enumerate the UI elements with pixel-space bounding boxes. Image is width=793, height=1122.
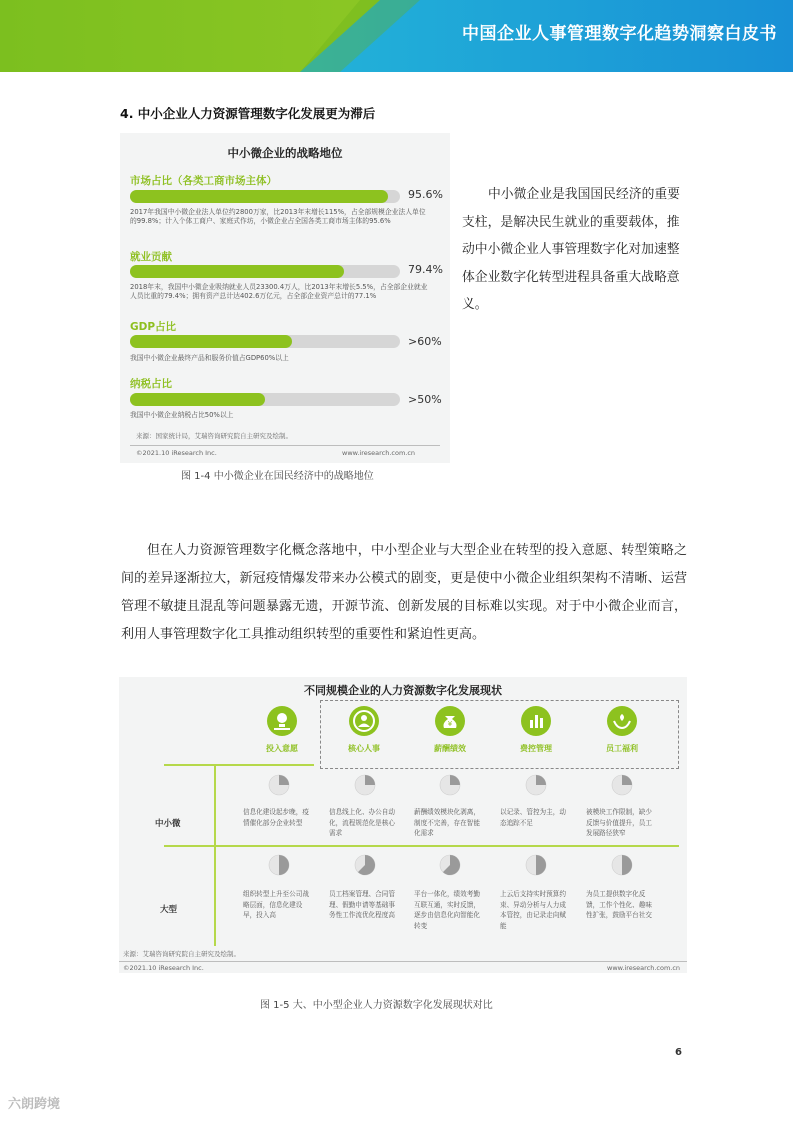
cell-small-expense: 以记录、管控为主，动态追踪不足 <box>500 808 566 827</box>
bar-fill <box>130 190 388 203</box>
category-label: 投入意愿 <box>266 744 298 753</box>
metric-description: 我国中小微企业纳税占比50%以上 <box>130 411 234 419</box>
metric-label: 市场占比（各类工商市场主体） <box>130 175 277 187</box>
copyright: ©2021.10 iResearch Inc. <box>136 449 217 457</box>
bulb-icon <box>267 706 297 736</box>
figure-source: 来源：艾瑞咨询研究院自主研究及绘制。 <box>123 950 240 958</box>
website: www.iresearch.com.cn <box>342 449 416 457</box>
pie-large-4 <box>611 854 633 876</box>
pie-large-3 <box>525 854 547 876</box>
figure-title: 不同规模企业的人力资源数字化发展现状 <box>304 684 502 697</box>
copyright: ©2021.10 iResearch Inc. <box>123 964 204 972</box>
figure-caption: 图 1-5 大、中小型企业人力资源数字化发展现状对比 <box>260 1000 493 1011</box>
money-bag-icon <box>435 706 465 736</box>
row-label-small: 中小微 <box>155 819 181 829</box>
header-banner <box>0 0 793 72</box>
pie-slice <box>279 855 289 875</box>
pie-slice <box>536 775 546 785</box>
metric-description: 我国中小微企业最终产品和服务价值占GDP60%以上 <box>130 354 289 362</box>
row-label-large: 大型 <box>160 905 178 915</box>
metric-label: GDP占比 <box>130 321 177 333</box>
pie-slice <box>622 855 632 875</box>
figure-title: 中小微企业的战略地位 <box>227 146 343 160</box>
cell-small-benefits: 被模块工作限制，缺少反馈与价值提升，员工发展路径狭窄 <box>586 808 652 837</box>
svg-text:¥: ¥ <box>447 720 453 728</box>
metric-description: 2017年我国中小微企业法人单位约2800万家，比2013年末增长115%，占全部规模企业法人单位的99.8%；计入个体工商户、家庭式作坊，小微企业占全国各类工商市场主体的95.6% <box>130 208 426 225</box>
section-title: 4. 中小企业人力资源管理数字化发展更为滞后 <box>120 106 376 121</box>
cell-small-compensation: 薪酬绩效模块化剥离，制度不完善，存在智能化需求 <box>414 808 480 837</box>
category-label: 核心人事 <box>348 744 380 753</box>
document-title: 中国企业人事管理数字化趋势洞察白皮书 <box>462 24 777 44</box>
bar-track <box>130 335 400 348</box>
cell-large-core-hr: 员工档案管理、合同管理、假勤申请等基础事务性工作流优化程度高 <box>329 890 395 919</box>
pie-small-1 <box>354 774 376 796</box>
metric-value: >50% <box>408 393 442 406</box>
pie-large-1 <box>354 854 376 876</box>
bar-fill <box>130 265 344 278</box>
metric-gdp <box>130 319 445 362</box>
horizontal-line <box>164 845 679 847</box>
cell-large-investment: 组织转型上升至公司战略层面，信息化建设早，投入高 <box>243 890 309 919</box>
bar-chart-icon <box>521 706 551 736</box>
people-icon <box>349 706 379 736</box>
bar-fill <box>130 393 265 406</box>
metric-value: 79.4% <box>408 263 443 276</box>
pie-small-3 <box>525 774 547 796</box>
page-number: 6 <box>675 1047 682 1058</box>
pie-large-0 <box>268 854 290 876</box>
metric-tax <box>130 376 445 419</box>
category-label: 员工福利 <box>606 744 638 753</box>
divider <box>119 961 687 962</box>
cell-large-compensation: 平台一体化，绩效考勤互联互通，实时反馈，逐步由信息化向智能化转变 <box>414 890 480 930</box>
bar-track <box>130 393 400 406</box>
pie-slice <box>622 775 632 785</box>
side-paragraph: 中小微企业是我国国民经济的重要支柱，是解决民生就业的重要载体，推动中小微企业人事管理数字化对加速整体企业数字化转型进程具备重大战略意义。 <box>462 187 680 312</box>
hands-plant-icon <box>607 706 637 736</box>
website: www.iresearch.com.cn <box>607 964 681 972</box>
category-label: 薪酬绩效 <box>434 744 466 753</box>
cell-large-benefits: 为员工提供数字化反馈，工作个性化、趣味性扩张，鼓励平台社交 <box>586 890 652 919</box>
pie-small-2 <box>439 774 461 796</box>
body-paragraph: 但在人力资源管理数字化概念落地中，中小型企业与大型企业在转型的投入意愿、转型策略之间的差异逐渐拉大，新冠疫情爆发带来办公模式的剧变，更是使中小微企业组织架构不清晰、运营管理不敏捷且混乱等问题暴露无遗，开源节流、创新发展的目标难以实现。对于中小微企业而言，利用人事管理数字化工具推动组织转型的重要性和紧迫性更高。 <box>121 543 687 642</box>
metric-description: 2018年末，我国中小微企业吸纳就业人员23300.4万人，比2013年末增长5.5%，占全部企业就业人员比重的79.4%；拥有资产总计达402.6万亿元，占全部企业资产总计的77.1% <box>130 283 428 300</box>
metric-employment <box>130 249 445 300</box>
horizontal-line <box>164 764 314 766</box>
figure-strategic-position <box>120 133 450 463</box>
cell-small-investment: 信息化建设起步晚，疫情催化部分企业转型 <box>243 808 309 827</box>
bar-track <box>130 265 400 278</box>
pie-large-2 <box>439 854 461 876</box>
bar-fill <box>130 335 292 348</box>
pie-small-0 <box>268 774 290 796</box>
pie-slice <box>536 855 546 875</box>
cell-large-expense: 上云后支持实时预算约束、异动分析与人力成本管控，由记录走向赋能 <box>500 890 566 930</box>
metric-label: 纳税占比 <box>130 378 172 390</box>
metric-label: 就业贡献 <box>130 251 172 263</box>
metric-value: 95.6% <box>408 188 443 201</box>
pie-small-4 <box>611 774 633 796</box>
figure-caption: 图 1-4 中小微企业在国民经济中的战略地位 <box>181 471 374 482</box>
bar-track <box>130 190 400 203</box>
pie-slice <box>279 775 289 785</box>
watermark: 六朗跨境 <box>8 1097 61 1112</box>
vertical-line <box>214 764 216 946</box>
cell-small-core-hr: 信息线上化、办公自动化，流程规范化是核心需求 <box>329 808 395 837</box>
category-label: 费控管理 <box>520 744 552 753</box>
divider <box>130 445 440 446</box>
metric-market-share <box>130 173 445 225</box>
figure-hr-digitalization-comparison <box>119 677 687 973</box>
pie-slice <box>450 775 460 785</box>
metric-value: >60% <box>408 335 442 348</box>
figure-source: 来源：国家统计局，艾瑞咨询研究院自主研究及绘制。 <box>136 432 292 440</box>
pie-slice <box>365 775 375 785</box>
